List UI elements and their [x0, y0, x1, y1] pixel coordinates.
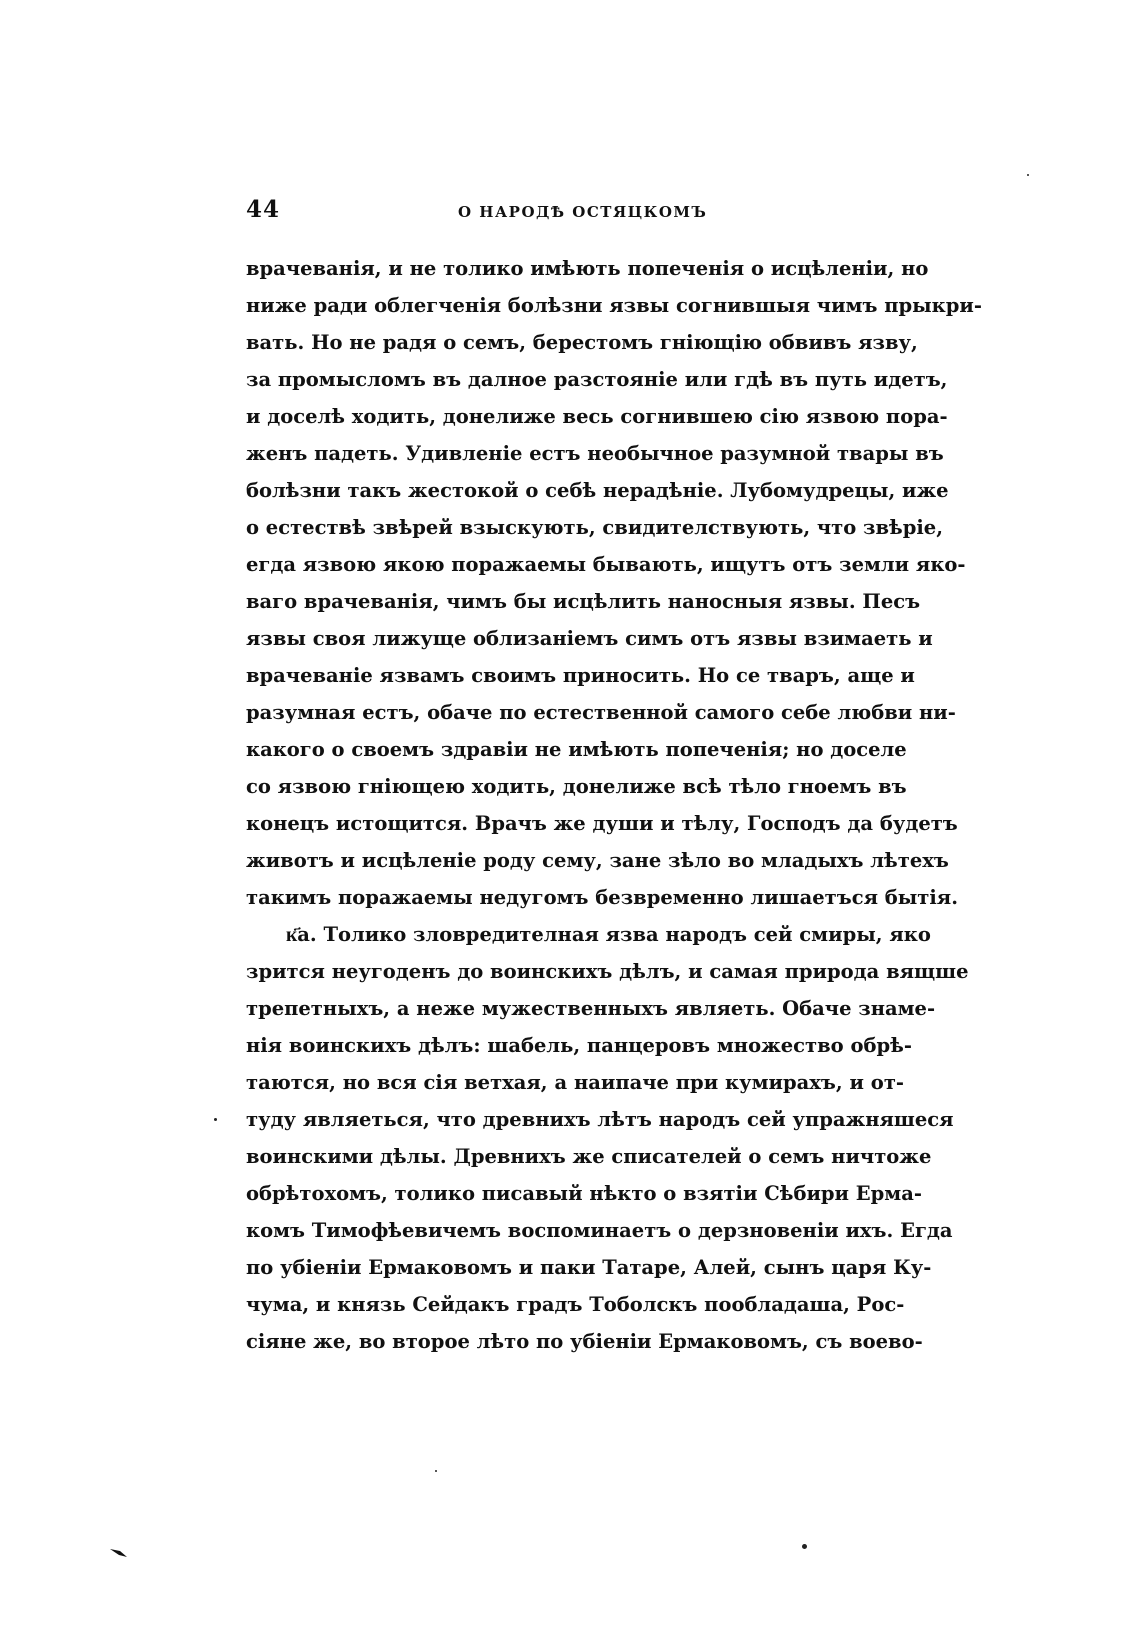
- text-line-paragraph-start: к҃а. Толико зловредителная язва народъ сей смиры, яко: [286, 923, 931, 946]
- text-line: за промысломъ въ далное разстояніе или гдѣ въ путь идетъ,: [246, 368, 948, 391]
- running-head: О НАРОДѢ ОСТЯЦКОМЪ: [458, 203, 708, 221]
- scan-speck: [214, 1118, 217, 1121]
- text-line: болѣзни такъ жестокой о себѣ нерадѣніе. Лубомудрецы, иже: [246, 479, 949, 502]
- text-line: воинскими дѣлы. Древнихъ же списателей о семъ ничтоже: [246, 1145, 932, 1168]
- text-line: и доселѣ ходить, донелиже весь согнившею сію язвою пора-: [246, 405, 948, 428]
- text-line: конецъ истощится. Врачъ же души и тѣлу, Господъ да будетъ: [246, 812, 958, 835]
- text-line: нія воинскихъ дѣлъ: шабель, панцеровъ множество обрѣ-: [246, 1034, 912, 1057]
- text-line: вать. Но не радя о семъ, берестомъ гніющію обвивъ язву,: [246, 331, 918, 354]
- scan-mark-icon: [110, 1548, 128, 1558]
- text-line: такимъ поражаемы недугомъ безвременно лишаетъся бытія.: [246, 886, 958, 909]
- text-line: врачеваніе язвамъ своимъ приносить. Но се тваръ, аще и: [246, 664, 915, 687]
- text-line: о естествѣ звѣрей взыскують, свидителствують, что звѣріе,: [246, 516, 943, 539]
- text-line: врачеванія, и не толико имѣють попеченія о исцѣленіи, но: [246, 257, 929, 280]
- text-line: женъ падеть. Удивленіе естъ необычное разумной твары въ: [246, 442, 944, 465]
- text-line: животъ и исцѣленіе роду сему, зане зѣло во младыхъ лѣтехъ: [246, 849, 949, 872]
- text-line: какого о своемъ здравіи не имѣють попеченія; но доселе: [246, 738, 907, 761]
- text-line: ваго врачеванія, чимъ бы исцѣлить наносныя язвы. Песъ: [246, 590, 921, 613]
- scan-speck: [435, 1470, 437, 1472]
- scan-speck: [802, 1544, 807, 1549]
- text-line: комъ Тимофѣевичемъ воспоминаетъ о дерзновеніи ихъ. Егда: [246, 1219, 953, 1242]
- text-line: егда язвою якою поражаемы бывають, ищутъ отъ земли яко-: [246, 553, 966, 576]
- text-line: зрится неугоденъ до воинскихъ дѣлъ, и самая природа вящше: [246, 960, 969, 983]
- text-line: чума, и князь Сейдакъ градъ Тоболскъ пообладаша, Рос-: [246, 1293, 905, 1316]
- text-line: разумная естъ, обаче по естественной самого себе любви ни-: [246, 701, 956, 724]
- text-line: язвы своя лижуще облизаніемъ симъ отъ язвы взимаеть и: [246, 627, 933, 650]
- text-line: обрѣтохомъ, толико писавый нѣкто о взятіи Сѣбири Ерма-: [246, 1182, 922, 1205]
- page-number: 44: [246, 196, 281, 223]
- text-line: по убіеніи Ермаковомъ и паки Татаре, Алей, сынъ царя Ку-: [246, 1256, 932, 1279]
- body-text: [246, 250, 982, 1360]
- text-line: туду являеться, что древнихъ лѣтъ народъ сей упражняшеся: [246, 1108, 954, 1131]
- text-line: сіяне же, во второе лѣто по убіеніи Ермаковомъ, съ воево-: [246, 1330, 923, 1353]
- text-line: трепетныхъ, а неже мужественныхъ являеть. Обаче знаме-: [246, 997, 936, 1020]
- text-line: таются, но вся сія ветхая, а наипаче при кумирахъ, и от-: [246, 1071, 904, 1094]
- text-line: ниже ради облегченія болѣзни язвы согнившыя чимъ прыкри-: [246, 294, 982, 317]
- text-line: со язвою гніющею ходить, донелиже всѣ тѣло гноемъ въ: [246, 775, 907, 798]
- scan-speck: [1027, 174, 1029, 176]
